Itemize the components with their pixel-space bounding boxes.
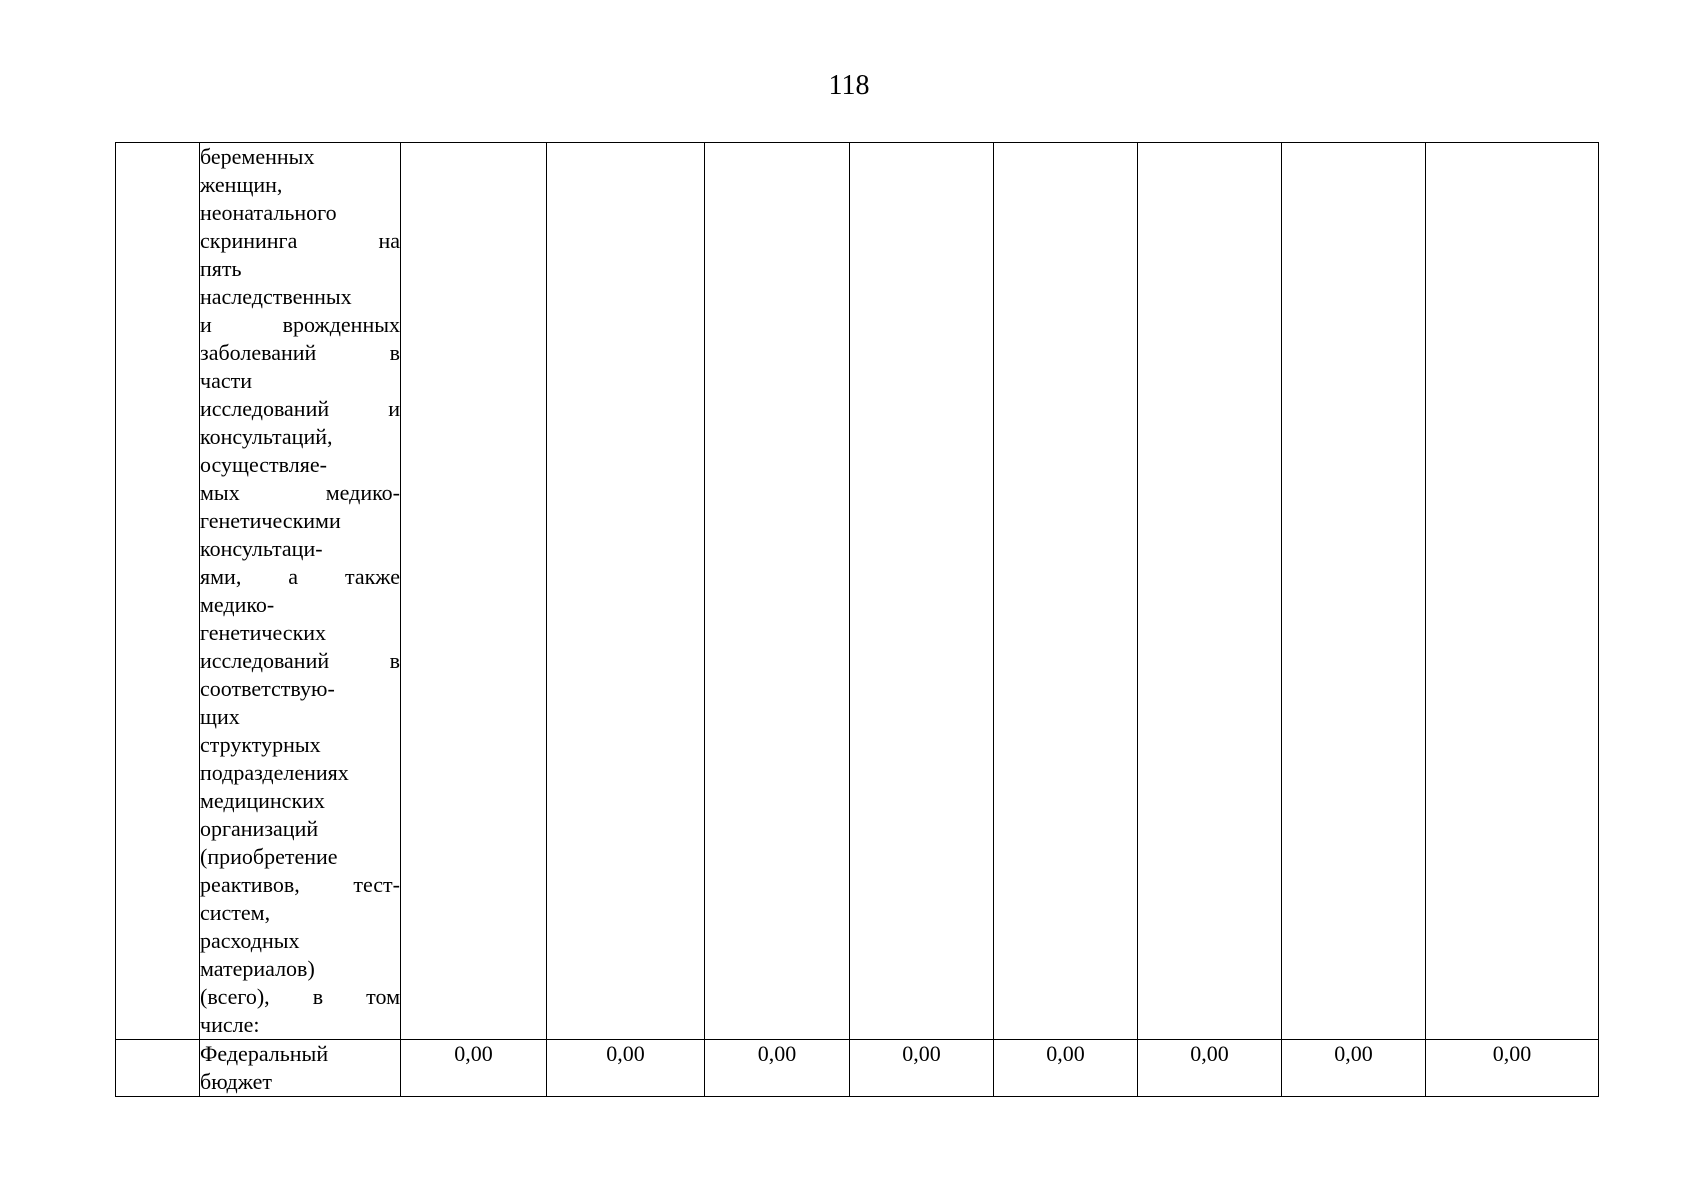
table-row <box>116 143 1599 1040</box>
description-word: наследственных <box>200 284 352 309</box>
description-word: бюджет <box>200 1069 272 1094</box>
description-line <box>200 143 400 171</box>
description-word: неонатального <box>200 200 337 225</box>
value-cell <box>1282 143 1426 1040</box>
description-line <box>200 255 400 283</box>
description-word: (приобретение <box>200 844 338 869</box>
description-line <box>200 619 400 647</box>
description-word: в <box>312 984 324 1009</box>
description-cell <box>200 143 401 1040</box>
description-word: консультаци- <box>200 536 323 561</box>
table-row <box>116 1040 1599 1097</box>
value-cell: 0,00 <box>994 1040 1138 1097</box>
description-word: реактивов, <box>200 872 300 897</box>
description-line <box>200 171 400 199</box>
description-cell <box>200 1040 401 1097</box>
description-line <box>200 899 400 927</box>
description-word: генетических <box>200 620 327 645</box>
description-word: в <box>389 648 400 673</box>
value-cell <box>994 143 1138 1040</box>
description-word: тест- <box>353 872 400 897</box>
description-line <box>200 927 400 955</box>
description-line <box>200 283 400 311</box>
description-word: организаций <box>200 816 319 841</box>
row-number-cell <box>116 143 200 1040</box>
description-line <box>200 227 400 255</box>
description-text <box>200 143 400 1039</box>
description-line <box>200 647 400 675</box>
description-line <box>200 843 400 871</box>
value-cell: 0,00 <box>547 1040 705 1097</box>
value-cell: 0,00 <box>1282 1040 1426 1097</box>
description-line <box>200 563 400 591</box>
description-word: в <box>389 340 400 365</box>
description-word: скрининга <box>200 228 298 253</box>
description-word: подразделениях <box>200 760 349 785</box>
description-line <box>200 339 400 367</box>
description-word: также <box>344 564 400 589</box>
description-word: систем, <box>200 900 271 925</box>
value-cell <box>1426 143 1599 1040</box>
description-line <box>200 1011 400 1039</box>
description-line <box>200 1068 400 1096</box>
description-word: заболеваний <box>200 340 317 365</box>
value-cell <box>547 143 705 1040</box>
description-word: консультаций, <box>200 424 333 449</box>
value-cell <box>1138 143 1282 1040</box>
description-word: числе: <box>200 1012 260 1037</box>
description-word: исследований <box>200 396 330 421</box>
description-line <box>200 451 400 479</box>
description-word: медико- <box>200 592 275 617</box>
value-cell <box>705 143 850 1040</box>
description-word: материалов) <box>200 956 315 981</box>
description-word: а <box>288 564 299 589</box>
value-cell: 0,00 <box>850 1040 994 1097</box>
value-cell <box>850 143 994 1040</box>
description-line <box>200 731 400 759</box>
description-line <box>200 199 400 227</box>
description-word: и <box>200 312 212 337</box>
row-number-cell <box>116 1040 200 1097</box>
description-line <box>200 759 400 787</box>
description-line <box>200 871 400 899</box>
description-word: женщин, <box>200 172 283 197</box>
table-body <box>116 143 1599 1097</box>
description-word: (всего), <box>200 984 270 1009</box>
description-word: беременных <box>200 144 315 169</box>
description-word: Федеральный <box>200 1041 329 1066</box>
description-word: на <box>378 228 400 253</box>
value-cell: 0,00 <box>705 1040 850 1097</box>
description-word: осуществляе- <box>200 452 327 477</box>
description-line <box>200 311 400 339</box>
description-word: медицинских <box>200 788 325 813</box>
description-word: и <box>388 396 400 421</box>
description-word: расходных <box>200 928 300 953</box>
value-cell: 0,00 <box>1426 1040 1599 1097</box>
description-line <box>200 535 400 563</box>
description-word: ями, <box>200 564 242 589</box>
description-word: мых <box>200 480 240 505</box>
budget-table <box>115 142 1599 1097</box>
description-word: исследований <box>200 648 330 673</box>
description-line <box>200 787 400 815</box>
description-line <box>200 703 400 731</box>
description-line <box>200 815 400 843</box>
page-number: 118 <box>828 70 870 101</box>
description-word: медико- <box>325 480 400 505</box>
description-line <box>200 955 400 983</box>
description-word: генетическими <box>200 508 341 533</box>
description-word: пять <box>200 256 242 281</box>
value-cell: 0,00 <box>1138 1040 1282 1097</box>
description-word: структурных <box>200 732 321 757</box>
description-line <box>200 591 400 619</box>
description-line <box>200 1040 400 1068</box>
description-word: соответствую- <box>200 676 335 701</box>
description-word: щих <box>200 704 240 729</box>
description-word: том <box>366 984 400 1009</box>
description-line <box>200 675 400 703</box>
description-line <box>200 479 400 507</box>
description-word: врожденных <box>282 312 400 337</box>
description-line <box>200 367 400 395</box>
description-line <box>200 395 400 423</box>
description-text <box>200 1040 400 1096</box>
value-cell <box>401 143 547 1040</box>
description-line <box>200 507 400 535</box>
description-line <box>200 983 400 1011</box>
description-line <box>200 423 400 451</box>
value-cell: 0,00 <box>401 1040 547 1097</box>
description-word: части <box>200 368 252 393</box>
